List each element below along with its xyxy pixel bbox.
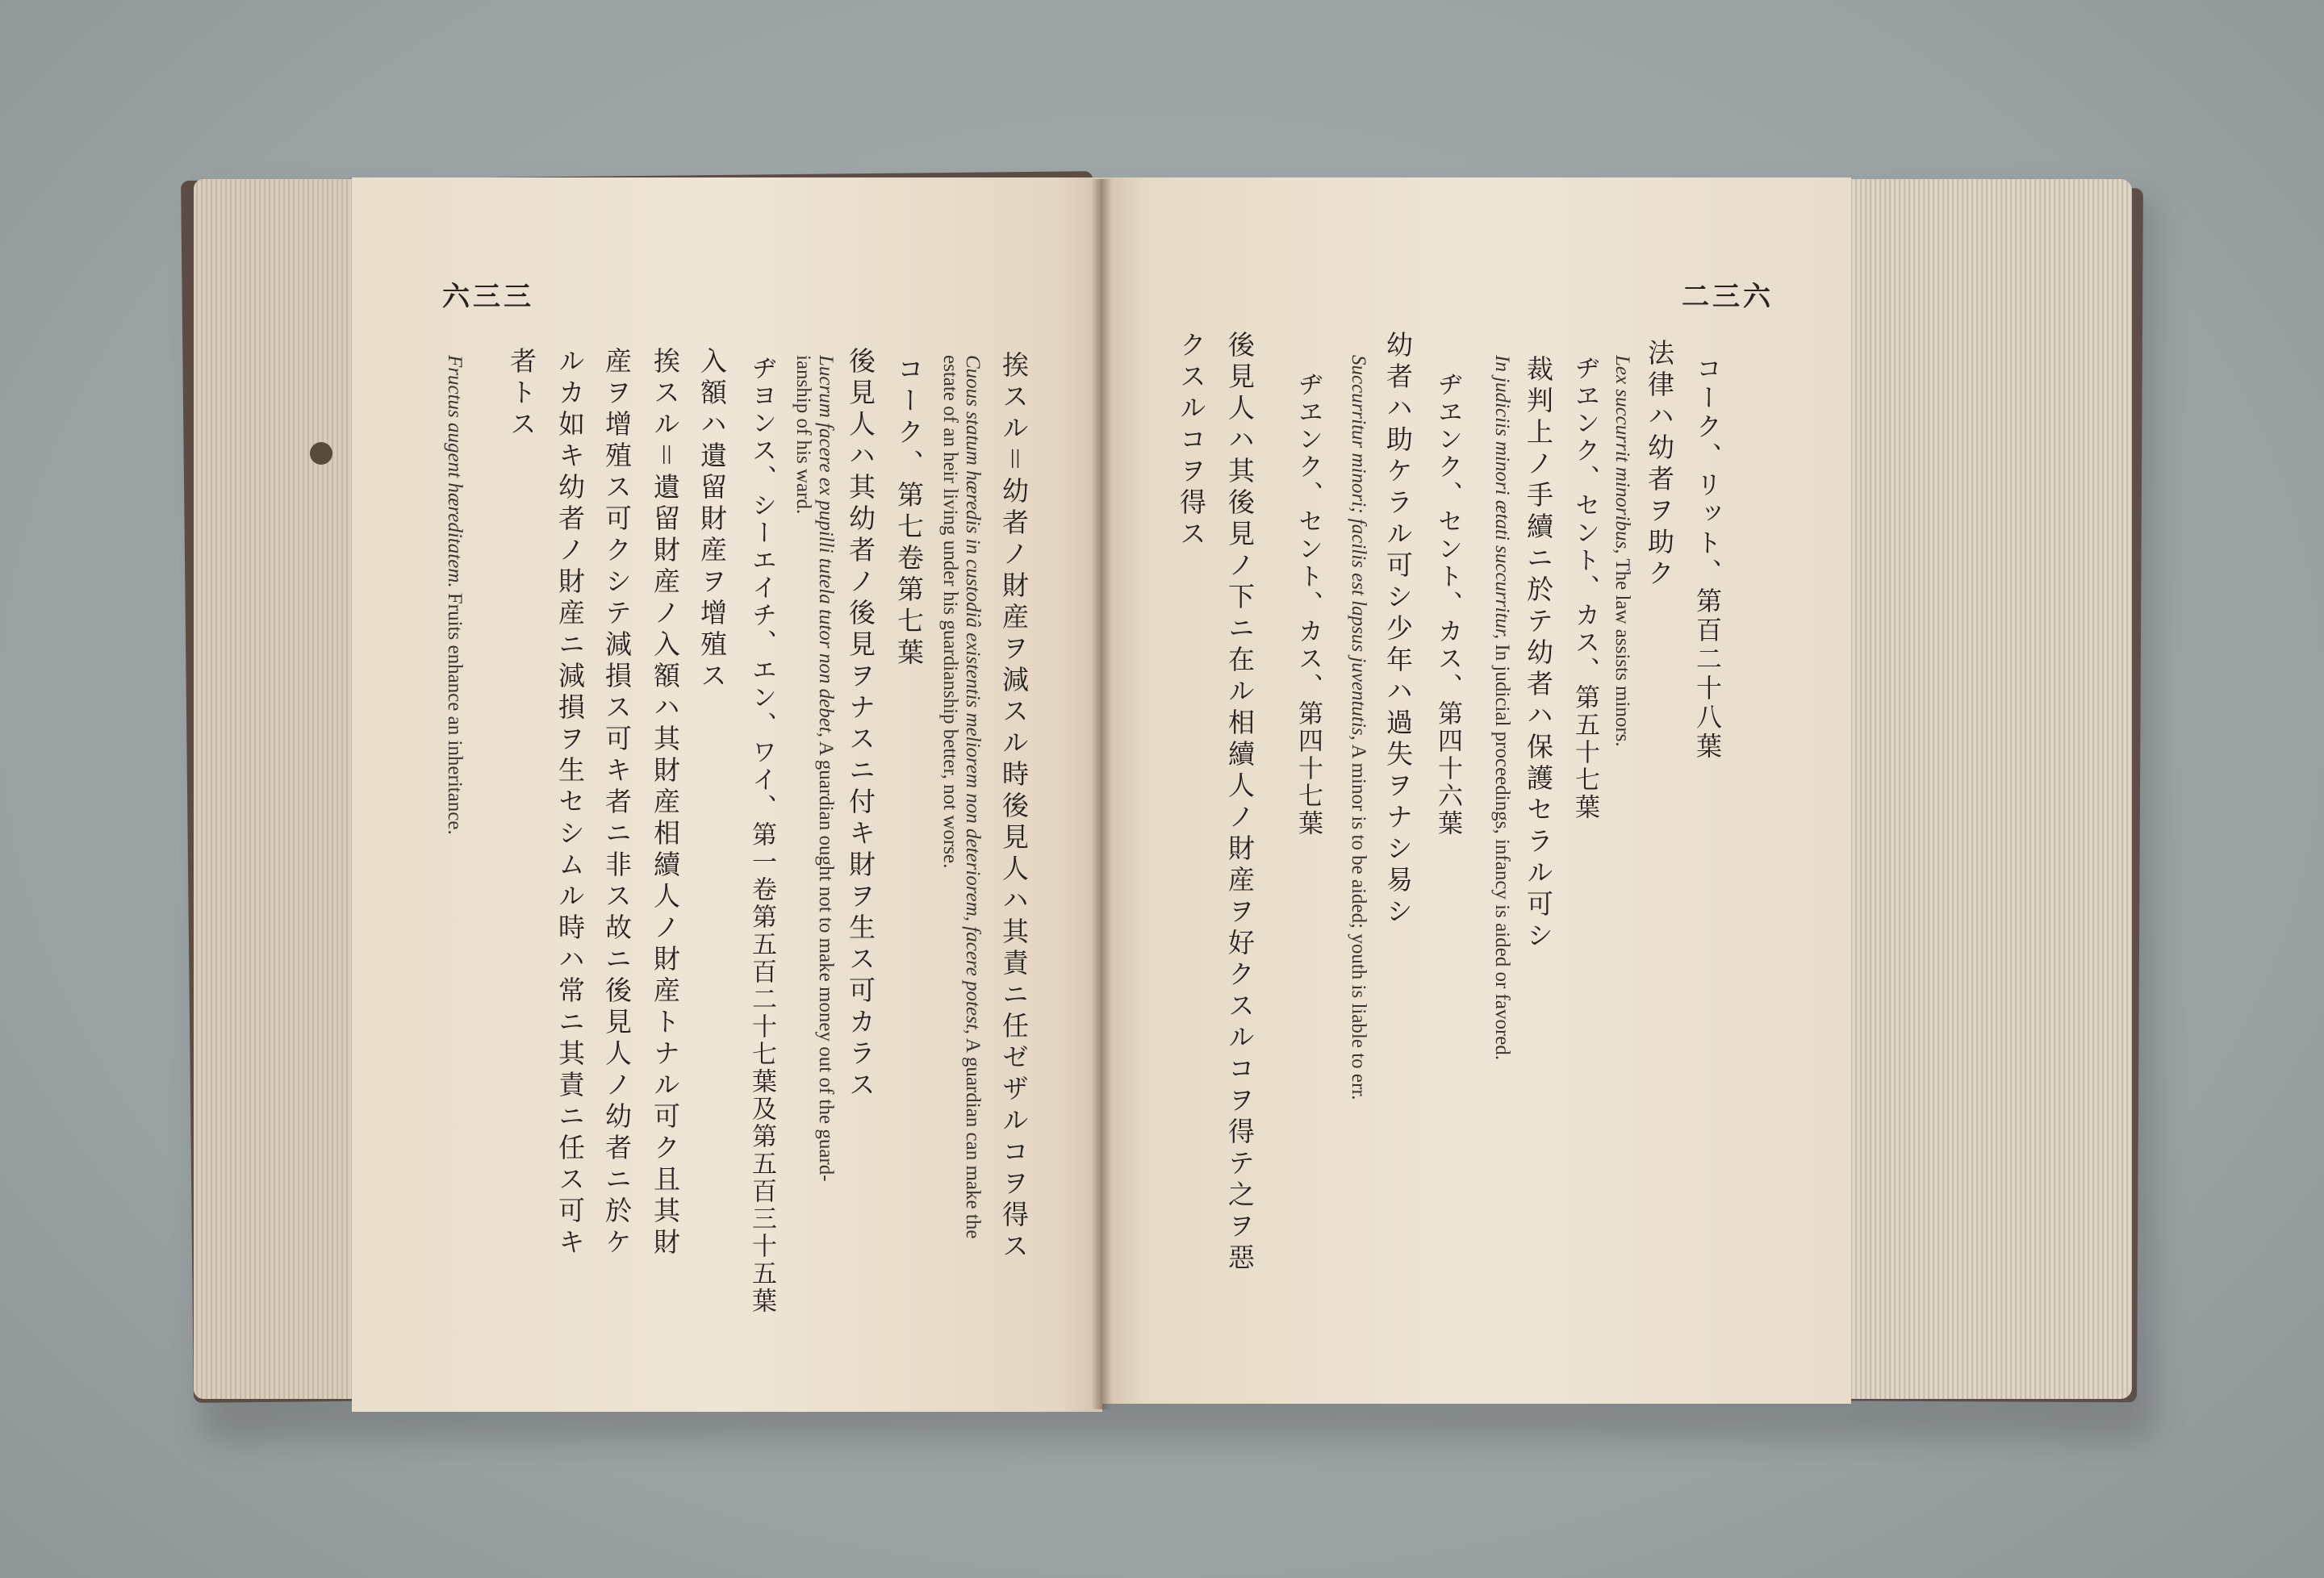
left-page-number: 六三三	[442, 281, 534, 313]
right-col-6	[1490, 355, 1513, 1060]
latin-maxim: Cuous statum hæredis in custodiâ existentis meliorem non deteriorem, facere potest,	[961, 355, 984, 1035]
right-page	[1101, 177, 1851, 1404]
right-col-11: 後見人ハ其後見ノ下ニ在ル相續人ノ財産ヲ好クスルコヲ得テ之ヲ惡	[1224, 331, 1256, 1275]
right-col-10: ヂヱンク、セント、カス、第四十七葉	[1294, 371, 1323, 837]
english-translation: A guardian ought not to make money out of the guard-	[814, 737, 837, 1182]
latin-maxim: Lucrum facere ex pupilli tutela tutor non debet,	[814, 355, 837, 737]
right-col-2: 法律ハ幼者ヲ助ク	[1644, 339, 1675, 591]
left-col-5: 後見人ハ其幼者ノ後見ヲナスニ付キ財ヲ生ス可カラス	[845, 347, 876, 1102]
english-translation: A minor is to be aided; youth is liable to err.	[1347, 740, 1369, 1100]
latin-maxim: Fructus augent hæreditatem.	[443, 355, 466, 588]
left-col-8: ヂヨンス、シーエイチ、エン、ワイ、第一卷第五百二十七葉及第五百三十五葉	[747, 355, 776, 1315]
english-translation: A guardian can make the	[961, 1034, 984, 1239]
left-col-4: コーク、第七卷第七葉	[893, 355, 925, 670]
right-col-7: ヂヱンク、セント、カス、第四十六葉	[1433, 371, 1462, 837]
right-col-4: ヂヱンク、セント、カス、第五十七葉	[1570, 355, 1599, 821]
right-page-number: 二三六	[1682, 281, 1774, 313]
page-edges-right	[1848, 179, 2132, 1399]
latin-maxim: In judiciis minori ætati succurritur,	[1490, 355, 1513, 640]
right-col-8: 幼者ハ助ケラル可シ少年ハ過失ヲナシ易シ	[1382, 331, 1414, 929]
left-col-14	[442, 355, 466, 835]
left-col-6	[813, 355, 837, 1182]
left-col-9: 入額ハ遺留財産ヲ增殖ス	[696, 347, 728, 693]
left-col-12: ルカ如キ幼者ノ財産ニ減損ヲ生セシムル時ハ常ニ其責ニ任ス可キ	[554, 347, 586, 1259]
right-col-5: 裁判上ノ手續ニ於テ幼者ハ保護セラル可シ	[1523, 355, 1554, 953]
latin-maxim: Lex succurrit minoribus,	[1611, 355, 1633, 554]
left-col-10: 挨スル＝遺留財産ノ入額ハ其財産相續人ノ財産トナル可ク且其財	[650, 347, 681, 1259]
right-col-3	[1610, 355, 1633, 747]
english-translation: In judicial proceedings, infancy is aided or favored.	[1490, 639, 1513, 1061]
left-col-3: estate of an heir living under his guardianship better, not worse.	[938, 355, 961, 869]
right-col-9	[1346, 355, 1369, 1100]
left-col-2	[960, 355, 984, 1238]
page-hole	[310, 442, 332, 465]
left-col-7: ianship of his ward.	[792, 355, 814, 515]
left-col-13: 者トス	[506, 347, 537, 441]
right-col-1: コーク、リット、第百二十八葉	[1692, 355, 1723, 762]
english-translation: Fruits enhance an inheritance.	[443, 587, 466, 835]
right-col-12: クスルコヲ得ス	[1176, 331, 1207, 551]
left-col-11: 産ヲ增殖ス可クシテ減損ス可キ者ニ非ス故ニ後見人ノ幼者ニ於ケ	[601, 347, 633, 1259]
latin-maxim: Succurritur minori; facilis est lapsus juventutis,	[1347, 355, 1369, 741]
book-gutter	[1091, 179, 1112, 1409]
left-col-1: 挨スル＝幼者ノ財産ヲ減スル時後見人ハ其責ニ任ゼザルコヲ得ス	[998, 351, 1030, 1263]
page-edges-left	[194, 179, 353, 1399]
english-translation: The law assists minors.	[1611, 553, 1633, 747]
